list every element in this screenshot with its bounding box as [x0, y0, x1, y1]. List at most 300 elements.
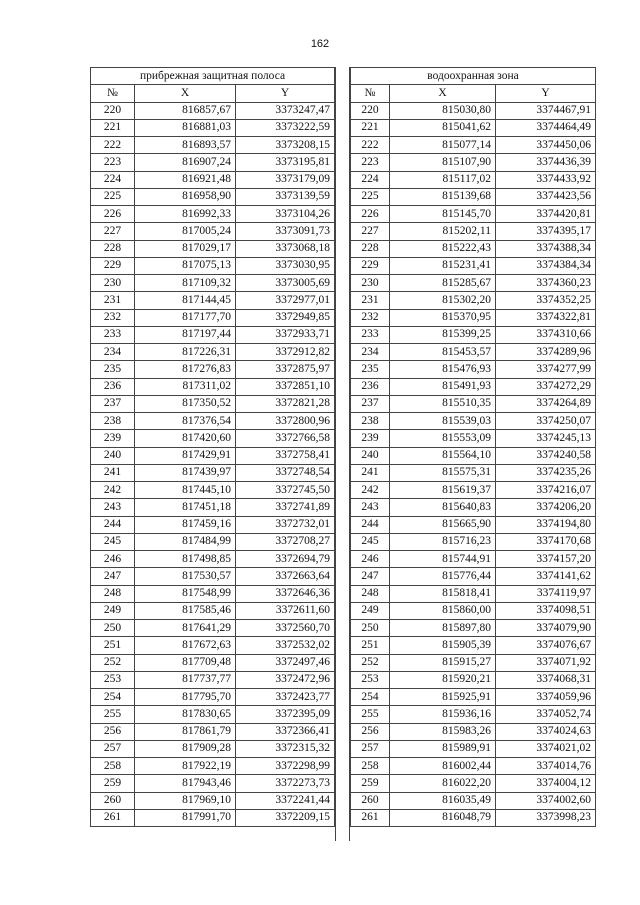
table-row — [351, 482, 596, 499]
x-coordinate-cell: 817830,65 — [135, 706, 236, 723]
y-coordinate-cell: 3374310,66 — [496, 326, 596, 343]
table-row — [91, 102, 335, 119]
y-coordinate-cell: 3374052,74 — [496, 706, 596, 723]
table-row — [91, 223, 335, 240]
x-coordinate-cell: 816857,67 — [135, 102, 236, 119]
point-number-cell: 242 — [91, 482, 135, 499]
table-row — [91, 585, 335, 602]
point-number-cell: 252 — [351, 654, 390, 671]
point-number-cell: 258 — [351, 758, 390, 775]
x-coordinate-cell: 817548,99 — [135, 585, 236, 602]
point-number-cell: 252 — [91, 654, 135, 671]
table-row — [351, 206, 596, 223]
x-coordinate-cell: 815107,90 — [390, 154, 496, 171]
table-row — [91, 171, 335, 188]
point-number-cell: 222 — [91, 137, 135, 154]
x-coordinate-cell: 815897,80 — [390, 620, 496, 637]
table-row — [351, 568, 596, 585]
point-number-cell: 253 — [91, 671, 135, 688]
y-coordinate-cell: 3374420,81 — [496, 206, 596, 223]
point-number-cell: 254 — [351, 689, 390, 706]
table-row — [91, 344, 335, 361]
point-number-cell: 237 — [91, 395, 135, 412]
point-number-cell: 220 — [351, 102, 390, 119]
x-coordinate-cell: 815539,03 — [390, 413, 496, 430]
table-row — [91, 482, 335, 499]
point-number-cell: 256 — [351, 723, 390, 740]
y-coordinate-cell: 3372209,15 — [236, 809, 335, 826]
table-row — [91, 637, 335, 654]
column-header: № — [91, 85, 135, 102]
x-coordinate-cell: 817943,46 — [135, 775, 236, 792]
x-coordinate-cell: 815145,70 — [390, 206, 496, 223]
table-row — [351, 240, 596, 257]
x-coordinate-cell: 817909,28 — [135, 740, 236, 757]
table-row — [351, 620, 596, 637]
point-number-cell: 245 — [351, 533, 390, 550]
y-coordinate-cell: 3373068,18 — [236, 240, 335, 257]
table-row — [91, 413, 335, 430]
y-coordinate-cell: 3372560,70 — [236, 620, 335, 637]
y-coordinate-cell: 3372766,58 — [236, 430, 335, 447]
table-row — [91, 154, 335, 171]
point-number-cell: 240 — [91, 447, 135, 464]
x-coordinate-cell: 817350,52 — [135, 395, 236, 412]
point-number-cell: 243 — [91, 499, 135, 516]
x-coordinate-cell: 817498,85 — [135, 551, 236, 568]
y-coordinate-cell: 3374245,13 — [496, 430, 596, 447]
point-number-cell: 257 — [91, 740, 135, 757]
y-coordinate-cell: 3374322,81 — [496, 309, 596, 326]
x-coordinate-cell: 815030,80 — [390, 102, 496, 119]
x-coordinate-cell: 817311,02 — [135, 378, 236, 395]
point-number-cell: 235 — [351, 361, 390, 378]
y-coordinate-cell: 3374014,76 — [496, 758, 596, 775]
table-row — [351, 516, 596, 533]
x-coordinate-cell: 815510,35 — [390, 395, 496, 412]
y-coordinate-cell: 3374002,60 — [496, 792, 596, 809]
table-row — [351, 378, 596, 395]
y-coordinate-cell: 3372611,60 — [236, 602, 335, 619]
x-coordinate-cell: 816881,03 — [135, 119, 236, 136]
x-coordinate-cell: 815575,31 — [390, 464, 496, 481]
y-coordinate-cell: 3372315,32 — [236, 740, 335, 757]
y-coordinate-cell: 3372933,71 — [236, 326, 335, 343]
x-coordinate-cell: 815640,83 — [390, 499, 496, 516]
table-row — [351, 430, 596, 447]
point-number-cell: 238 — [351, 413, 390, 430]
point-number-cell: 237 — [351, 395, 390, 412]
point-number-cell: 229 — [91, 257, 135, 274]
point-number-cell: 256 — [91, 723, 135, 740]
table-row — [351, 137, 596, 154]
table-row — [351, 499, 596, 516]
table-title: прибрежная защитная полоса — [91, 68, 335, 85]
table-row — [91, 689, 335, 706]
point-number-cell: 240 — [351, 447, 390, 464]
y-coordinate-cell: 3372745,50 — [236, 482, 335, 499]
y-coordinate-cell: 3372273,73 — [236, 775, 335, 792]
table-row — [351, 533, 596, 550]
y-coordinate-cell: 3374436,39 — [496, 154, 596, 171]
point-number-cell: 255 — [351, 706, 390, 723]
y-coordinate-cell: 3373222,59 — [236, 119, 335, 136]
table-row — [351, 447, 596, 464]
y-coordinate-cell: 3372694,79 — [236, 551, 335, 568]
point-number-cell: 239 — [351, 430, 390, 447]
y-coordinate-cell: 3372395,09 — [236, 706, 335, 723]
y-coordinate-cell: 3372497,46 — [236, 654, 335, 671]
table-row — [91, 240, 335, 257]
table-row — [351, 464, 596, 481]
x-coordinate-cell: 815285,67 — [390, 275, 496, 292]
x-coordinate-cell: 815370,95 — [390, 309, 496, 326]
y-coordinate-cell: 3373247,47 — [236, 102, 335, 119]
x-coordinate-cell: 816002,44 — [390, 758, 496, 775]
x-coordinate-cell: 815818,41 — [390, 585, 496, 602]
x-coordinate-cell: 815476,93 — [390, 361, 496, 378]
column-header: № — [351, 85, 390, 102]
point-number-cell: 258 — [91, 758, 135, 775]
x-coordinate-cell: 817109,32 — [135, 275, 236, 292]
y-coordinate-cell: 3374119,97 — [496, 585, 596, 602]
x-coordinate-cell: 817276,83 — [135, 361, 236, 378]
y-coordinate-cell: 3373998,23 — [496, 809, 596, 826]
page-number: 162 — [310, 38, 330, 50]
table-row — [91, 447, 335, 464]
point-number-cell: 261 — [351, 809, 390, 826]
table-row — [351, 689, 596, 706]
x-coordinate-cell: 817484,99 — [135, 533, 236, 550]
point-number-cell: 260 — [351, 792, 390, 809]
x-coordinate-cell: 815553,09 — [390, 430, 496, 447]
point-number-cell: 246 — [91, 551, 135, 568]
x-coordinate-cell: 816921,48 — [135, 171, 236, 188]
table-row — [91, 206, 335, 223]
y-coordinate-cell: 3374388,34 — [496, 240, 596, 257]
point-number-cell: 238 — [91, 413, 135, 430]
x-coordinate-cell: 817451,18 — [135, 499, 236, 516]
y-coordinate-cell: 3372366,41 — [236, 723, 335, 740]
table-row — [91, 740, 335, 757]
water-protection-zone-table — [350, 67, 596, 827]
table-row — [91, 257, 335, 274]
y-coordinate-cell: 3373091,73 — [236, 223, 335, 240]
y-coordinate-cell: 3372732,01 — [236, 516, 335, 533]
x-coordinate-cell: 817861,79 — [135, 723, 236, 740]
x-coordinate-cell: 817177,70 — [135, 309, 236, 326]
table-row — [351, 119, 596, 136]
y-coordinate-cell: 3374206,20 — [496, 499, 596, 516]
x-coordinate-cell: 815077,14 — [390, 137, 496, 154]
table-row — [91, 723, 335, 740]
x-coordinate-cell: 815302,20 — [390, 292, 496, 309]
point-number-cell: 255 — [91, 706, 135, 723]
x-coordinate-cell: 816893,57 — [135, 137, 236, 154]
x-coordinate-cell: 815744,91 — [390, 551, 496, 568]
y-coordinate-cell: 3374021,02 — [496, 740, 596, 757]
point-number-cell: 244 — [91, 516, 135, 533]
table-row — [351, 292, 596, 309]
point-number-cell: 249 — [351, 602, 390, 619]
table-row — [351, 671, 596, 688]
table-row — [351, 275, 596, 292]
y-coordinate-cell: 3372646,36 — [236, 585, 335, 602]
point-number-cell: 251 — [91, 637, 135, 654]
table-row — [91, 275, 335, 292]
x-coordinate-cell: 816048,79 — [390, 809, 496, 826]
y-coordinate-cell: 3373104,26 — [236, 206, 335, 223]
table-row — [351, 758, 596, 775]
y-coordinate-cell: 3374076,67 — [496, 637, 596, 654]
y-coordinate-cell: 3374240,58 — [496, 447, 596, 464]
point-number-cell: 233 — [91, 326, 135, 343]
y-coordinate-cell: 3374384,34 — [496, 257, 596, 274]
point-number-cell: 223 — [351, 154, 390, 171]
y-coordinate-cell: 3372949,85 — [236, 309, 335, 326]
table-row — [351, 551, 596, 568]
y-coordinate-cell: 3372298,99 — [236, 758, 335, 775]
point-number-cell: 248 — [351, 585, 390, 602]
y-coordinate-cell: 3374079,90 — [496, 620, 596, 637]
table-row — [351, 740, 596, 757]
x-coordinate-cell: 817672,63 — [135, 637, 236, 654]
x-coordinate-cell: 817445,10 — [135, 482, 236, 499]
table-row — [91, 620, 335, 637]
table-row — [351, 257, 596, 274]
x-coordinate-cell: 817005,24 — [135, 223, 236, 240]
x-coordinate-cell: 817075,13 — [135, 257, 236, 274]
point-number-cell: 234 — [351, 344, 390, 361]
x-coordinate-cell: 815117,02 — [390, 171, 496, 188]
point-number-cell: 231 — [351, 292, 390, 309]
table-row — [91, 378, 335, 395]
point-number-cell: 253 — [351, 671, 390, 688]
y-coordinate-cell: 3374277,99 — [496, 361, 596, 378]
table-row — [91, 188, 335, 205]
point-number-cell: 259 — [351, 775, 390, 792]
table-row — [91, 326, 335, 343]
point-number-cell: 251 — [351, 637, 390, 654]
y-coordinate-cell: 3372241,44 — [236, 792, 335, 809]
y-coordinate-cell: 3374157,20 — [496, 551, 596, 568]
column-header: X — [135, 85, 236, 102]
point-number-cell: 233 — [351, 326, 390, 343]
y-coordinate-cell: 3373195,81 — [236, 154, 335, 171]
point-number-cell: 241 — [91, 464, 135, 481]
point-number-cell: 229 — [351, 257, 390, 274]
table-row — [91, 706, 335, 723]
point-number-cell: 250 — [351, 620, 390, 637]
x-coordinate-cell: 815915,27 — [390, 654, 496, 671]
y-coordinate-cell: 3374352,25 — [496, 292, 596, 309]
table-row — [91, 792, 335, 809]
y-coordinate-cell: 3374059,96 — [496, 689, 596, 706]
table-row — [91, 758, 335, 775]
point-number-cell: 220 — [91, 102, 135, 119]
y-coordinate-cell: 3373179,09 — [236, 171, 335, 188]
table-row — [91, 292, 335, 309]
y-coordinate-cell: 3372912,82 — [236, 344, 335, 361]
x-coordinate-cell: 815231,41 — [390, 257, 496, 274]
table-row — [351, 154, 596, 171]
y-coordinate-cell: 3372423,77 — [236, 689, 335, 706]
y-coordinate-cell: 3372851,10 — [236, 378, 335, 395]
x-coordinate-cell: 817585,46 — [135, 602, 236, 619]
x-coordinate-cell: 816992,33 — [135, 206, 236, 223]
point-number-cell: 223 — [91, 154, 135, 171]
table-row — [351, 602, 596, 619]
table-row — [91, 671, 335, 688]
x-coordinate-cell: 815399,25 — [390, 326, 496, 343]
y-coordinate-cell: 3372977,01 — [236, 292, 335, 309]
table-title: водоохранная зона — [351, 68, 596, 85]
point-number-cell: 254 — [91, 689, 135, 706]
point-number-cell: 231 — [91, 292, 135, 309]
x-coordinate-cell: 817795,70 — [135, 689, 236, 706]
x-coordinate-cell: 817376,54 — [135, 413, 236, 430]
table-row — [91, 464, 335, 481]
x-coordinate-cell: 815139,68 — [390, 188, 496, 205]
x-coordinate-cell: 815920,21 — [390, 671, 496, 688]
y-coordinate-cell: 3374141,62 — [496, 568, 596, 585]
x-coordinate-cell: 815925,91 — [390, 689, 496, 706]
x-coordinate-cell: 816035,49 — [390, 792, 496, 809]
x-coordinate-cell: 817641,29 — [135, 620, 236, 637]
point-number-cell: 221 — [351, 119, 390, 136]
point-number-cell: 232 — [351, 309, 390, 326]
table-row — [351, 188, 596, 205]
table-row — [91, 499, 335, 516]
table-row — [351, 395, 596, 412]
table-row — [91, 395, 335, 412]
point-number-cell: 241 — [351, 464, 390, 481]
x-coordinate-cell: 817439,97 — [135, 464, 236, 481]
x-coordinate-cell: 815936,16 — [390, 706, 496, 723]
point-number-cell: 234 — [91, 344, 135, 361]
point-number-cell: 247 — [91, 568, 135, 585]
table-row — [351, 413, 596, 430]
table-row — [91, 602, 335, 619]
y-coordinate-cell: 3372741,89 — [236, 499, 335, 516]
column-header: X — [390, 85, 496, 102]
point-number-cell: 225 — [351, 188, 390, 205]
y-coordinate-cell: 3374071,92 — [496, 654, 596, 671]
table-gap-divider — [335, 67, 350, 841]
point-number-cell: 239 — [91, 430, 135, 447]
y-coordinate-cell: 3374068,31 — [496, 671, 596, 688]
y-coordinate-cell: 3372875,97 — [236, 361, 335, 378]
point-number-cell: 244 — [351, 516, 390, 533]
table-row — [351, 792, 596, 809]
x-coordinate-cell: 815619,37 — [390, 482, 496, 499]
x-coordinate-cell: 817429,91 — [135, 447, 236, 464]
point-number-cell: 227 — [351, 223, 390, 240]
point-number-cell: 247 — [351, 568, 390, 585]
table-row — [351, 585, 596, 602]
y-coordinate-cell: 3372532,02 — [236, 637, 335, 654]
table-row — [91, 551, 335, 568]
x-coordinate-cell: 817969,10 — [135, 792, 236, 809]
point-number-cell: 230 — [91, 275, 135, 292]
y-coordinate-cell: 3372472,96 — [236, 671, 335, 688]
y-coordinate-cell: 3374289,96 — [496, 344, 596, 361]
point-number-cell: 248 — [91, 585, 135, 602]
point-number-cell: 232 — [91, 309, 135, 326]
y-coordinate-cell: 3372758,41 — [236, 447, 335, 464]
point-number-cell: 243 — [351, 499, 390, 516]
table-row — [351, 723, 596, 740]
x-coordinate-cell: 817197,44 — [135, 326, 236, 343]
y-coordinate-cell: 3372663,64 — [236, 568, 335, 585]
point-number-cell: 257 — [351, 740, 390, 757]
x-coordinate-cell: 815222,43 — [390, 240, 496, 257]
y-coordinate-cell: 3372821,28 — [236, 395, 335, 412]
table-row — [351, 326, 596, 343]
y-coordinate-cell: 3374272,29 — [496, 378, 596, 395]
x-coordinate-cell: 815564,10 — [390, 447, 496, 464]
x-coordinate-cell: 815983,26 — [390, 723, 496, 740]
point-number-cell: 222 — [351, 137, 390, 154]
x-coordinate-cell: 817226,31 — [135, 344, 236, 361]
table-row — [351, 775, 596, 792]
table-row — [91, 516, 335, 533]
point-number-cell: 226 — [91, 206, 135, 223]
table-row — [351, 102, 596, 119]
point-number-cell: 224 — [91, 171, 135, 188]
table-row — [351, 654, 596, 671]
table-row — [91, 775, 335, 792]
point-number-cell: 260 — [91, 792, 135, 809]
point-number-cell: 230 — [351, 275, 390, 292]
point-number-cell: 249 — [91, 602, 135, 619]
y-coordinate-cell: 3374250,07 — [496, 413, 596, 430]
point-number-cell: 221 — [91, 119, 135, 136]
y-coordinate-cell: 3373139,59 — [236, 188, 335, 205]
table-row — [351, 637, 596, 654]
table-row — [91, 119, 335, 136]
table-row — [91, 430, 335, 447]
point-number-cell: 250 — [91, 620, 135, 637]
table-row — [351, 361, 596, 378]
point-number-cell: 226 — [351, 206, 390, 223]
y-coordinate-cell: 3374170,68 — [496, 533, 596, 550]
x-coordinate-cell: 817144,45 — [135, 292, 236, 309]
x-coordinate-cell: 815202,11 — [390, 223, 496, 240]
y-coordinate-cell: 3374024,63 — [496, 723, 596, 740]
table-row — [91, 568, 335, 585]
y-coordinate-cell: 3373208,15 — [236, 137, 335, 154]
x-coordinate-cell: 816958,90 — [135, 188, 236, 205]
x-coordinate-cell: 815453,57 — [390, 344, 496, 361]
y-coordinate-cell: 3374004,12 — [496, 775, 596, 792]
y-coordinate-cell: 3374098,51 — [496, 602, 596, 619]
point-number-cell: 246 — [351, 551, 390, 568]
point-number-cell: 224 — [351, 171, 390, 188]
x-coordinate-cell: 817922,19 — [135, 758, 236, 775]
x-coordinate-cell: 816907,24 — [135, 154, 236, 171]
x-coordinate-cell: 817029,17 — [135, 240, 236, 257]
x-coordinate-cell: 817991,70 — [135, 809, 236, 826]
y-coordinate-cell: 3373005,69 — [236, 275, 335, 292]
point-number-cell: 245 — [91, 533, 135, 550]
point-number-cell: 235 — [91, 361, 135, 378]
y-coordinate-cell: 3372708,27 — [236, 533, 335, 550]
table-row — [351, 809, 596, 826]
y-coordinate-cell: 3372748,54 — [236, 464, 335, 481]
x-coordinate-cell: 817420,60 — [135, 430, 236, 447]
x-coordinate-cell: 816022,20 — [390, 775, 496, 792]
